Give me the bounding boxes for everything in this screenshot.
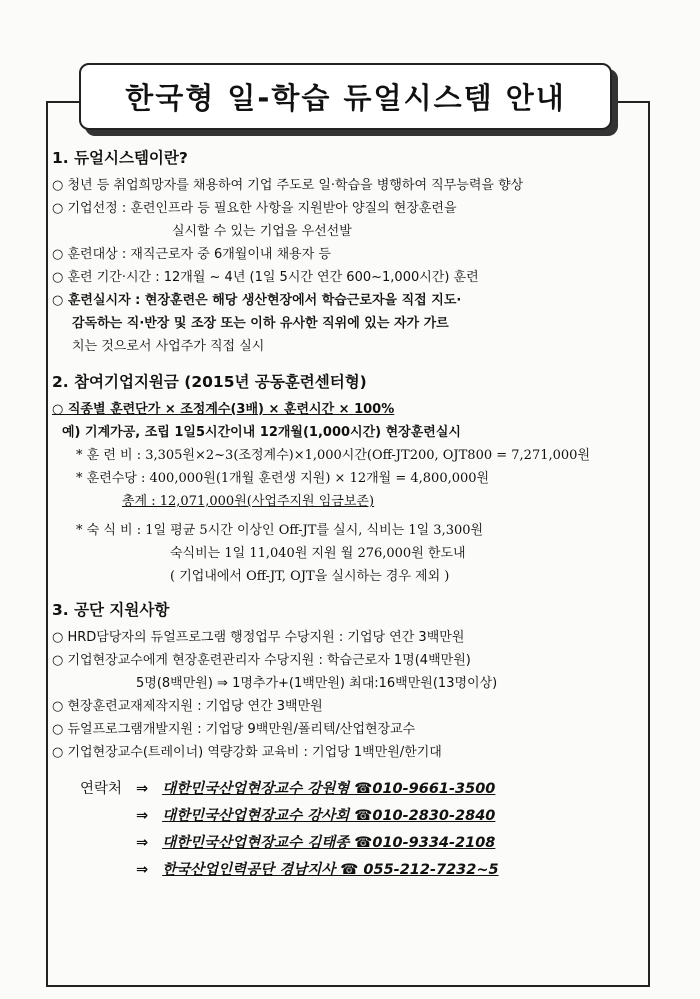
s1-line-5: ○ 훈련 기간·시간 : 12개월 ~ 4년 (1일 5시간 연간 600~1,000시간) 훈련: [52, 270, 479, 285]
contact-row-4: [52, 857, 642, 884]
arrow-icon: ⇒: [135, 808, 149, 824]
arrow-icon: ⇒: [135, 781, 149, 797]
contact-row-3: [52, 830, 642, 857]
contact-entry: 대한민국산업현장교수 강사회 ☎010-2830-2840: [162, 808, 496, 824]
s3-line-4: ○ 현장훈련교재제작지원 : 기업당 연간 3백만원: [52, 699, 323, 714]
section-3-heading: 3. 공단 지원사항: [52, 601, 170, 619]
s1-line-6: ○ 훈련실시자 : 현장훈련은 해당 생산현장에서 학습근로자을 직접 지도·: [52, 293, 462, 308]
contact-entry: 대한민국산업현장교수 강원형 ☎010-9661-3500: [162, 781, 496, 797]
contact-row-1: [52, 776, 642, 803]
s2-total: 총계 : 12,071,000원(사업주지원 임금보존): [122, 494, 375, 509]
page-title: 한국형 일-학습 듀얼시스템 안내: [125, 81, 566, 115]
s1-line-7: 감독하는 직·반장 및 조장 또는 이하 유사한 직위에 있는 자가 가르: [72, 316, 449, 331]
s1-line-2: ○ 기업선정 : 훈련인프라 등 필요한 사항을 지원받아 양질의 현장훈련을: [52, 201, 457, 216]
s2-board-1: * 숙 식 비 : 1일 평균 5시간 이상인 Off-JT를 실시, 식비는 1일 3,300원: [76, 523, 484, 538]
s3-line-3: 5명(8백만원) ⇒ 1명추가+(1백만원) 최대:16백만원(13명이상): [136, 676, 498, 691]
section-1-heading: 1. 듀얼시스템이란?: [52, 149, 188, 167]
s2-allowance: * 훈련수당 : 400,000원(1개월 훈련생 지원) × 12개월 = 4,800,000원: [76, 471, 490, 486]
arrow-icon: ⇒: [135, 835, 149, 851]
document-body: [52, 146, 642, 884]
s2-board-2: 숙식비는 1일 11,040원 지원 월 276,000원 한도내: [170, 546, 466, 561]
s3-line-5: ○ 듀얼프로그램개발지원 : 기업당 9백만원/폴리텍/산업현장교수: [52, 722, 416, 737]
s1-line-1: ○ 청년 등 취업희망자를 채용하여 기업 주도로 일·학습을 병행하여 직무능력을 향상: [52, 178, 524, 193]
s3-line-1: ○ HRD담당자의 듀얼프로그램 행정업무 수당지원 : 기업당 연간 3백만원: [52, 630, 465, 645]
s3-line-6: ○ 기업현장교수(트레이너) 역량강화 교육비 : 기업당 1백만원/한기대: [52, 745, 442, 760]
arrow-icon: ⇒: [135, 862, 149, 878]
contact-row-2: [52, 803, 642, 830]
s2-fee: * 훈 련 비 : 3,305원×2~3(조정계수)×1,000시간(Off-JT200, OJT800 = 7,271,000원: [76, 448, 591, 463]
s1-line-4: ○ 훈련대상 : 재직근로자 중 6개월이내 채용자 등: [52, 247, 331, 262]
section-2-heading: 2. 참여기업지원금 (2015년 공동훈련센터형): [52, 373, 367, 391]
s3-line-2: ○ 기업현장교수에게 현장훈련관리자 수당지원 : 학습근로자 1명(4백만원): [52, 653, 471, 668]
s2-board-3: ( 기업내에서 Off-JT, OJT을 실시하는 경우 제외 ): [170, 569, 450, 584]
contact-lead: 연락처: [79, 781, 122, 797]
title-box: [79, 63, 612, 130]
s1-line-8: 치는 것으로서 사업주가 직접 실시: [72, 339, 265, 354]
s2-example: 예) 기계가공, 조립 1일5시간이내 12개월(1,000시간) 현장훈련실시: [62, 425, 461, 440]
s1-line-3: 실시할 수 있는 기업을 우선선발: [172, 224, 352, 239]
s2-formula: ○ 직종별 훈련단가 × 조정계수(3배) × 훈련시간 × 100%: [52, 402, 395, 417]
contact-entry: 한국산업인력공단 경남지사 ☎ 055-212-7232~5: [162, 862, 499, 878]
contact-entry: 대한민국산업현장교수 김태종 ☎010-9334-2108: [162, 835, 496, 851]
